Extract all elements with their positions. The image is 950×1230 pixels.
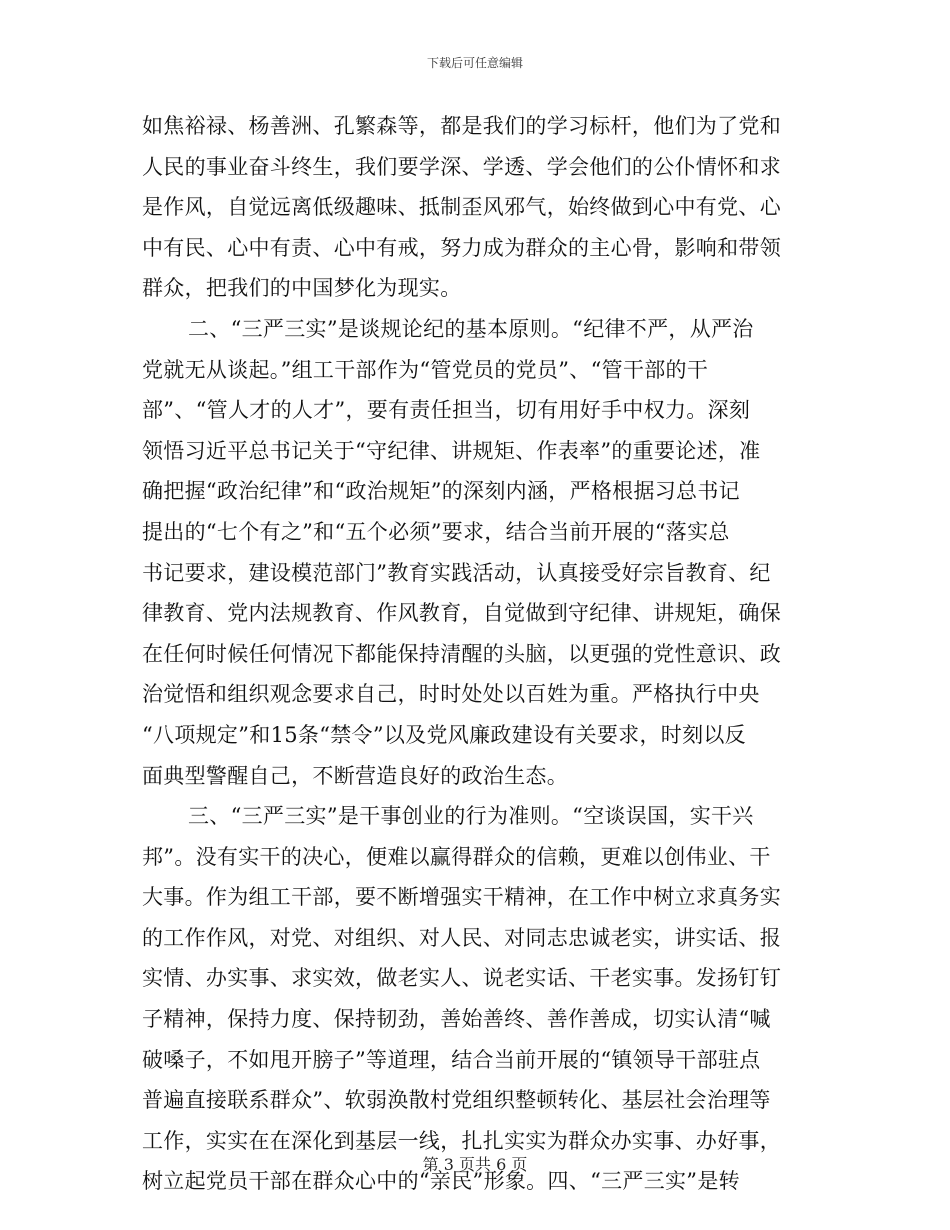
text-line: 工作，实实在在深化到基层一线，扎扎实实为群众办实事、办好事， — [142, 1128, 781, 1153]
document-body — [142, 106, 810, 1202]
text-line: 人民的事业奋斗终生，我们要学深、学透、学会他们的公仆情怀和求 — [142, 154, 781, 179]
page-number: 第 3 页共 6 页 — [422, 1155, 528, 1174]
text-line: 如焦裕禄、杨善洲、孔繁森等，都是我们的学习标杆，他们为了党和 — [142, 114, 781, 138]
text-line: 树立起党员干部在群众心中的“亲民”形象。四、“三严三实”是转 — [142, 1169, 740, 1194]
text-line: 普遍直接联系群众”、软弱涣散村党组织整顿转化、基层社会治理等 — [142, 1088, 771, 1113]
text-line: 子精神，保持力度、保持韧劲，善始善终、善作善成，切实认清“喊 — [142, 1007, 771, 1032]
text-line: 律教育、党内法规教育、作风教育，自觉做到守纪律、讲规矩，确保 — [142, 601, 781, 626]
text-line: 是作风，自觉远离低级趣味、抵制歪风邪气，始终做到心中有党、心 — [142, 195, 781, 220]
text-line: 实情、办实事、求实效，做老实人、说老实话、干老实事。发扬钉钉 — [142, 966, 781, 991]
text-line: 群众，把我们的中国梦化为现实。 — [142, 276, 462, 301]
text-line: 领悟习近平总书记关于“守纪律、讲规矩、作表率”的重要论述，准 — [142, 438, 761, 463]
text-line: 治觉悟和组织观念要求自己，时时处处以百姓为重。严格执行中央 — [142, 682, 760, 707]
text-line: 党就无从谈起。”组工干部作为“管党员的党员”、“管干部的干 — [142, 357, 709, 382]
text-line: 提出的“七个有之”和“五个必须”要求，结合当前开展的“落实总 — [142, 519, 730, 544]
text-line: 面典型警醒自己，不断营造良好的政治生态。 — [142, 763, 568, 788]
text-line: 在任何时候任何情况下都能保持清醒的头脑，以更强的党性意识、政 — [142, 641, 781, 666]
text-line: 书记要求，建设模范部门”教育实践活动，认真接受好宗旨教育、纪 — [142, 560, 771, 585]
text-line: 确把握“政治纪律”和“政治规矩”的深刻内涵，严格根据习总书记 — [142, 479, 740, 504]
text-line: 中有民、心中有责、心中有戒，努力成为群众的主心骨，影响和带领 — [142, 235, 781, 260]
text-line: 破嗓子，不如甩开膀子”等道理，结合当前开展的“镇领导干部驻点 — [142, 1047, 761, 1072]
paragraph-start-line: 二、“三严三实”是谈规论纪的基本原则。“纪律不严，从严治 — [188, 316, 754, 341]
text-line: 部”、“管人才的人才”，要有责任担当，切有用好手中权力。深刻 — [142, 398, 751, 423]
text-line: 的工作作风，对党、对组织、对人民、对同志忠诚老实，讲实话、报 — [142, 925, 781, 950]
text-line: “八项规定”和15条“禁令”以及党风廉政建设有关要求，时刻以反 — [142, 722, 746, 747]
text-line: 大事。作为组工干部，要不断增强实干精神，在工作中树立求真务实 — [142, 885, 781, 910]
text-line: 邦”。没有实干的决心，便难以赢得群众的信赖，更难以创伟业、干 — [142, 844, 771, 869]
paragraph-start-line: 三、“三严三实”是干事创业的行为准则。“空谈误国，实干兴 — [188, 804, 754, 829]
header-note: 下载后可任意编辑 — [426, 56, 523, 70]
